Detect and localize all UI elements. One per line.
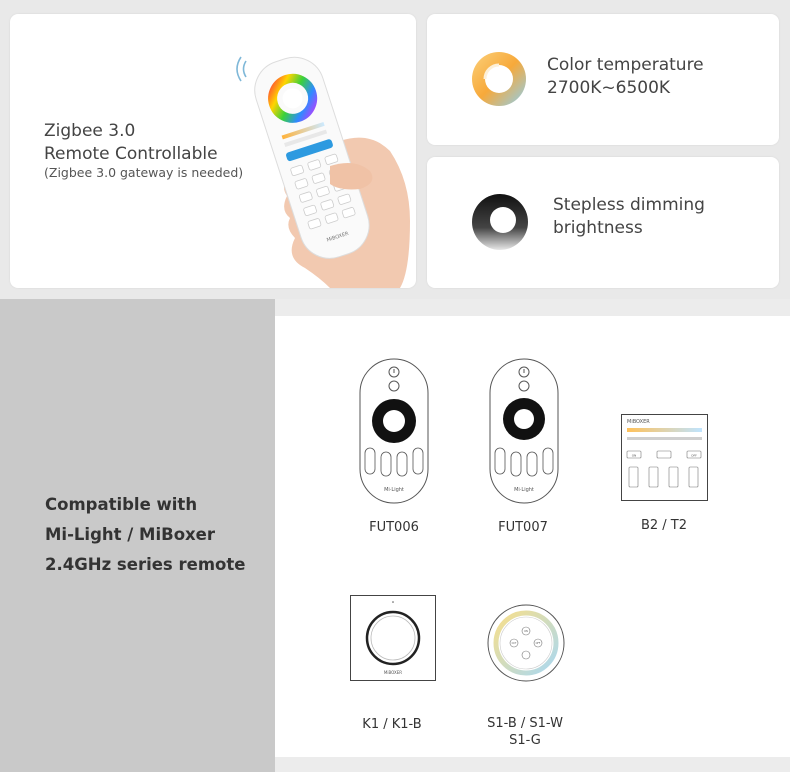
compatible-panel bbox=[0, 299, 275, 772]
zigbee-title-line2: Remote Controllable bbox=[44, 144, 218, 164]
k1-brand: MiBOXER bbox=[383, 670, 403, 675]
s1-on-label: ON bbox=[524, 630, 528, 633]
dimming-card bbox=[427, 157, 779, 288]
fut007-brand: Mi·Light bbox=[514, 487, 534, 493]
compatible-text bbox=[45, 490, 245, 580]
s1-round-remote bbox=[486, 603, 566, 683]
compatible-line3: 2.4GHz series remote bbox=[45, 555, 246, 574]
color-temp-range: 2700K~6500K bbox=[547, 78, 671, 98]
color-temp-text bbox=[547, 54, 704, 100]
devices-panel bbox=[275, 316, 790, 757]
fut006-remote bbox=[359, 358, 429, 504]
color-temperature-icon bbox=[471, 51, 527, 107]
s1-off-label: OFF bbox=[535, 642, 541, 645]
dimming-icon bbox=[471, 193, 529, 251]
fut006-label: FUT006 bbox=[369, 520, 419, 535]
b2-t2-label: B2 / T2 bbox=[640, 518, 688, 533]
compatible-line1: Compatible with bbox=[45, 495, 198, 514]
s1-label-line2: S1-G bbox=[509, 733, 541, 748]
signal-icon bbox=[237, 57, 246, 81]
b2-t2-off-label: OFF bbox=[691, 453, 697, 458]
zigbee-title bbox=[44, 120, 218, 166]
hand-remote-illustration bbox=[220, 36, 416, 288]
devices-area bbox=[275, 299, 790, 772]
fut006-brand: Mi·Light bbox=[384, 487, 404, 493]
color-temp-line1: Color temperature bbox=[547, 55, 704, 75]
compatible-line2: Mi-Light / MiBoxer bbox=[45, 525, 216, 544]
dimming-line2: brightness bbox=[553, 218, 643, 238]
zigbee-title-line1: Zigbee 3.0 bbox=[44, 121, 136, 141]
zigbee-note: (Zigbee 3.0 gateway is needed) bbox=[44, 165, 244, 180]
b2-t2-panel bbox=[621, 414, 708, 501]
dimming-line1: Stepless dimming bbox=[553, 195, 705, 215]
k1-knob-panel bbox=[350, 595, 436, 681]
remote-brand: MiBOXER bbox=[326, 230, 350, 244]
k1-label: K1 / K1-B bbox=[362, 717, 422, 732]
fut007-label: FUT007 bbox=[498, 520, 548, 535]
zigbee-card bbox=[10, 14, 416, 288]
fut007-remote bbox=[489, 358, 559, 504]
s1-cct-label: CCT bbox=[511, 642, 517, 645]
color-temp-card bbox=[427, 14, 779, 145]
b2-t2-on-label: ON bbox=[631, 453, 637, 458]
b2-t2-brand: MiBOXER bbox=[627, 419, 650, 425]
s1-label bbox=[475, 715, 575, 749]
dimming-text bbox=[553, 194, 705, 240]
s1-label-line1: S1-B / S1-W bbox=[487, 716, 563, 731]
